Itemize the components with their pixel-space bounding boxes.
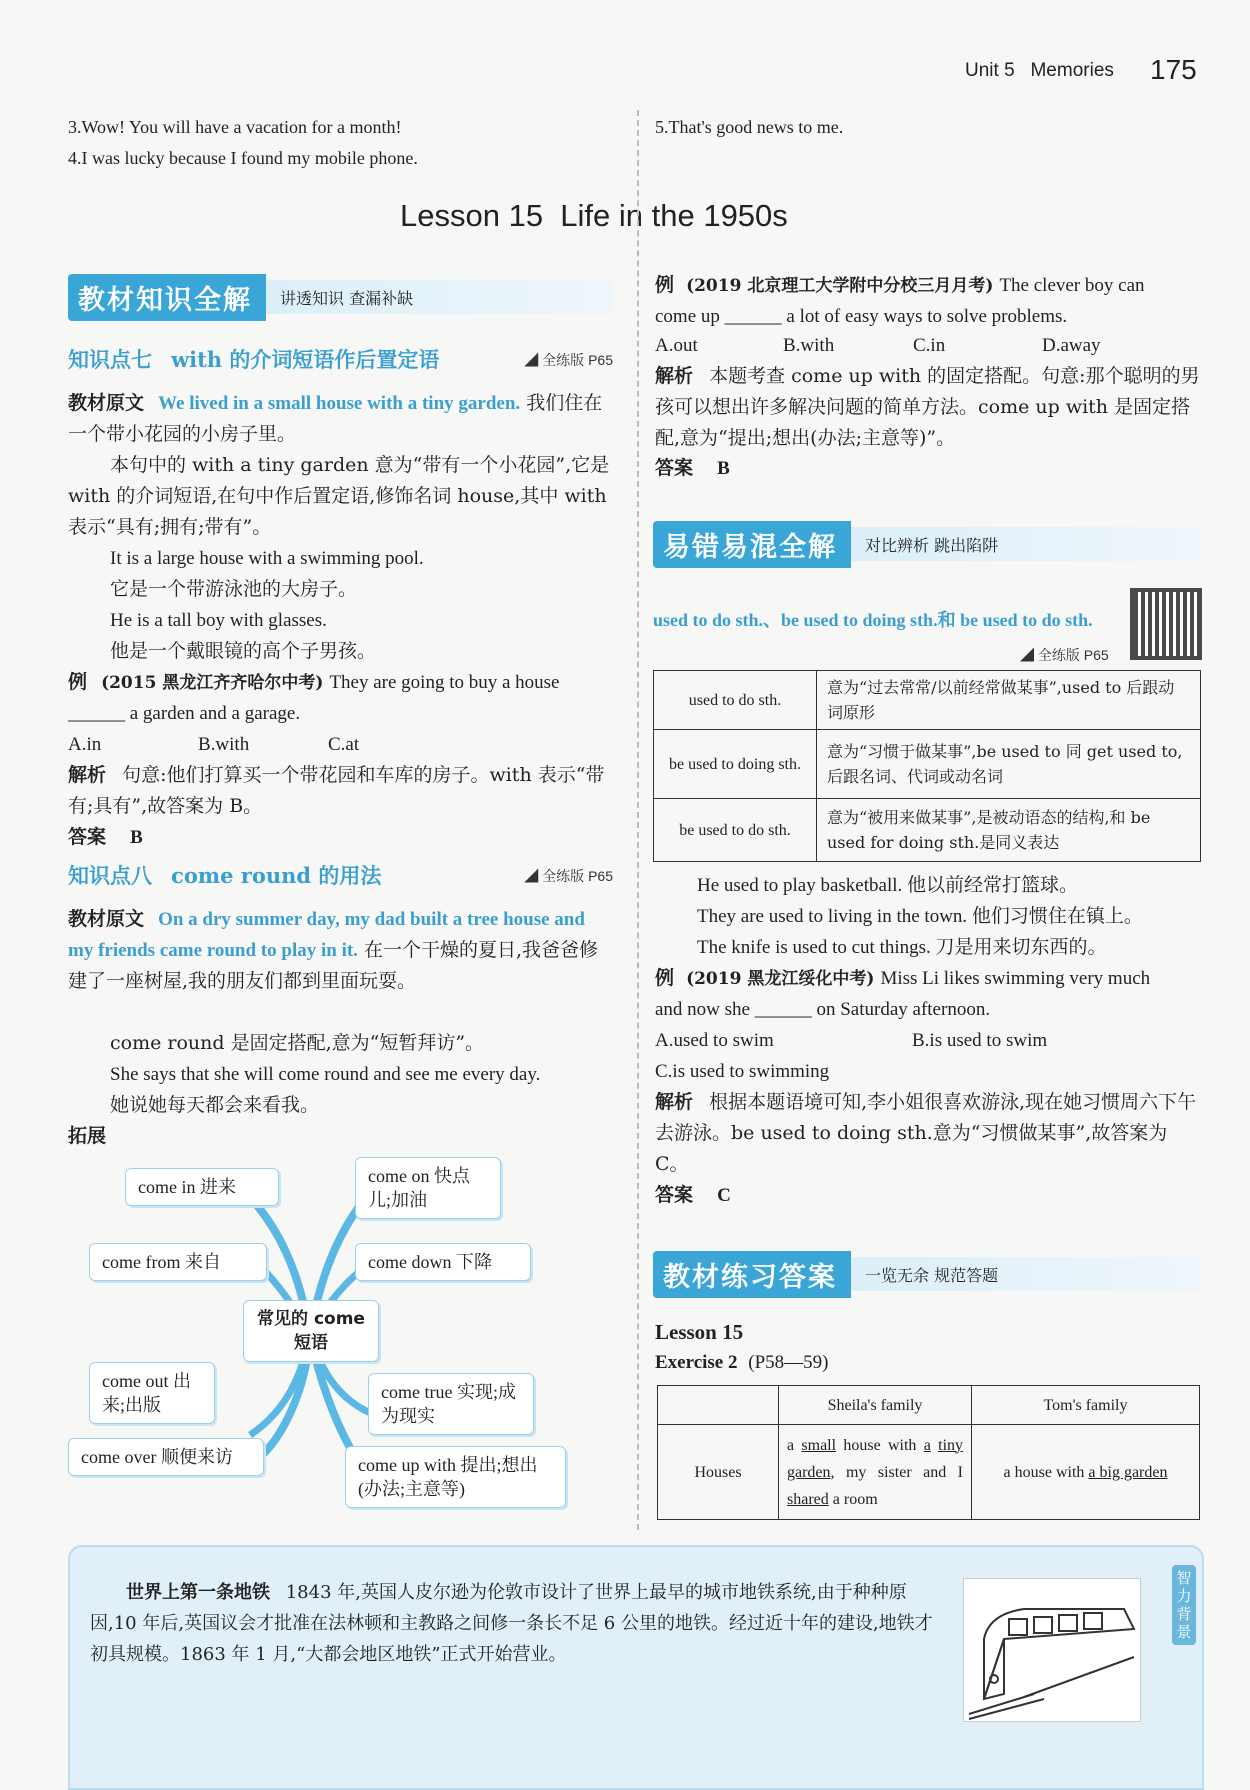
banner-confusion-sub: 对比辨析 跳出陷阱 (851, 527, 1201, 561)
kp7-analysis-text: 句意:他们打算买一个带花园和车库的房子。with 表示“带有;具有”,故答案为 B。 (68, 764, 605, 817)
kp7-opt-b: B.with (198, 734, 250, 755)
sheila-text: house with (843, 1436, 917, 1454)
mindmap-item-come-up-with: come up with 提出;想出(办法;主意等) (345, 1446, 566, 1508)
confuse-ex1: He used to play basketball. 他以前经常打篮球。 (697, 875, 1079, 896)
right2-answer-label: 答案 (655, 1184, 694, 1206)
sheila-text: , my sister (830, 1463, 912, 1481)
right2-analysis (655, 1087, 1203, 1180)
right2-opt-b: B.is used to swim (912, 1030, 1048, 1051)
qr-code (1130, 588, 1202, 660)
mindmap-center: 常见的 come短语 (243, 1300, 379, 1362)
kp7-example (68, 667, 613, 699)
tom-text: a house with (1003, 1463, 1085, 1481)
kp7-ex2-en: He is a tall boy with glasses. (110, 610, 327, 631)
right-example2-q2: and now she ______ on Saturday afternoon. (655, 999, 991, 1020)
kp7-example-q2: ______ a garden and a garage. (68, 703, 301, 724)
lesson-title: Lesson 15 Life in the 1950s (400, 198, 788, 233)
prev-sentence-3: 3.Wow! You will have a vacation for a month! (68, 117, 402, 137)
confuse-ex3: The knife is used to cut things. 刀是用来切东西的。 (697, 937, 1107, 958)
prev-sentence-4: 4.I was lucky because I found my mobile phone. (68, 148, 418, 168)
confuse-desc: 意为“被用来做某事”,是被动语态的结构,和 be used for doing sth.是同义表达 (817, 799, 1201, 862)
kp8-ex-cn: 她说她每天都会来看我。 (110, 1094, 320, 1116)
kp7-answer (68, 822, 143, 853)
kp7-answer-label: 答案 (68, 826, 107, 848)
right-example2-label: 例 (655, 967, 675, 989)
exercise-title: Exercise 2 (655, 1352, 738, 1373)
right-example-label: 例 (655, 274, 675, 296)
right-opt-c: C.in (913, 335, 946, 356)
kp7-ref-text: 全练版 P65 (542, 352, 613, 368)
kp7-example-src: (2015 黑龙江齐齐哈尔中考) (101, 673, 324, 693)
exercise-pages: (P58—59) (748, 1352, 829, 1373)
kp8-original (68, 904, 613, 997)
kp7-orig-en: We lived in a small house with a tiny garden. (158, 393, 521, 414)
kp8-explanation: come round 是固定搭配,意为“短暂拜访”。 (110, 1032, 485, 1054)
right-example2-src: (2019 黑龙江绥化中考) (686, 969, 875, 989)
sheila-text: a room (832, 1490, 878, 1508)
confuse-term: used to do sth. (654, 671, 817, 730)
right-example2-q1: Miss Li likes swimming very much (880, 968, 1151, 989)
kp8-orig-en: On a dry summer day, my dad built a tree house and my friends came round to play in it. (68, 909, 585, 961)
exercise-col1: Sheila's family (779, 1386, 972, 1425)
right-opt-d: D.away (1042, 335, 1101, 356)
right-analysis (655, 361, 1203, 454)
sheila-text: a (787, 1436, 795, 1454)
kp7-example-q1: They are going to buy a house (329, 672, 560, 693)
kp7-answer-value: B (130, 827, 143, 848)
kp7-ex1-en: It is a large house with a swimming pool. (110, 548, 424, 569)
subway-train-illustration (963, 1578, 1141, 1722)
right-opt-b: B.with (783, 335, 835, 356)
kp8-title: come round 的用法 (171, 863, 382, 888)
footer-text-block (90, 1577, 950, 1670)
unit-title: Memories (1030, 60, 1114, 81)
kp7-opt-c: C.at (328, 734, 360, 755)
right-opt-a: A.out (655, 335, 698, 356)
running-header (965, 60, 1114, 82)
banner-confusion (653, 522, 1201, 566)
right2-analysis-label: 解析 (655, 1091, 694, 1113)
banner-knowledge (68, 275, 613, 319)
exercise-empty-cell (658, 1386, 779, 1425)
table-row (654, 730, 1201, 799)
banner-knowledge-title: 教材知识全解 (68, 274, 266, 321)
kp7-example-label: 例 (68, 671, 88, 693)
kp7-analysis (68, 760, 613, 822)
right2-analysis-text: 根据本题语境可知,李小姐很喜欢游泳,现在她习惯周六下午去游泳。be used to doing sth.意为“习惯做某事”,故答案为 C。 (655, 1091, 1197, 1175)
mindmap-item-come-in: come in 进来 (125, 1168, 279, 1206)
exercise-title-line (655, 1352, 828, 1374)
confuse-ref-text: 全练版 P65 (1037, 647, 1109, 663)
kp7-ex1-cn: 它是一个带游泳池的大房子。 (110, 578, 358, 600)
right-example-q2: come up ______ a lot of easy ways to solve problems. (655, 306, 1068, 327)
kp8-label: 知识点八 (68, 863, 152, 888)
kp8-orig-label: 教材原文 (68, 908, 145, 930)
page-number: 175 (1150, 54, 1197, 85)
confuse-desc: 意为“习惯于做某事”,be used to 同 get used to,后跟名词、代词或动名词 (817, 730, 1201, 799)
kp8-heading (68, 860, 613, 890)
right-answer-label: 答案 (655, 457, 694, 479)
train-icon (964, 1579, 1140, 1721)
banner-exercise-title: 教材练习答案 (653, 1251, 851, 1298)
sheila-blank: small (801, 1436, 837, 1454)
banner-confusion-title: 易错易混全解 (653, 521, 851, 568)
kp7-ex2-cn: 他是一个戴眼镜的高个子男孩。 (110, 640, 377, 662)
footer-side-label: 智力背景 (1176, 1569, 1192, 1641)
exercise-row-label: Houses (658, 1425, 779, 1520)
table-row (654, 671, 1201, 730)
right2-opt-c: C.is used to swimming (655, 1061, 830, 1082)
right-example (655, 270, 1203, 302)
right-example-q1: The clever boy can (999, 275, 1145, 296)
mindmap-item-come-down: come down 下降 (355, 1243, 531, 1281)
confuse-desc: 意为“过去常常/以前经常做某事”,used to 后跟动词原形 (817, 671, 1201, 730)
kp7-explanation: 本句中的 with a tiny garden 意为“带有一个小花园”,它是 with 的介词短语,在句中作后置定语,修饰名词 house,其中 with 表示“具有;拥有;带有”。 (68, 454, 610, 538)
kp7-orig-cn: 我们住在一个带小花园的小房子里。 (68, 392, 603, 445)
kp8-ref: ◢ 全练版 P65 (524, 868, 613, 884)
mindmap-item-come-over: come over 顺便来访 (68, 1438, 264, 1476)
prev-sentence-5: 5.That's good news to me. (655, 117, 844, 137)
exercise-lesson: Lesson 15 (655, 1320, 744, 1344)
right-example-src: (2019 北京理工大学附中分校三月月考) (686, 276, 994, 296)
table-row (658, 1386, 1200, 1425)
exercise-sheila-cell (779, 1425, 972, 1520)
kp8-ref-text: 全练版 P65 (542, 868, 613, 884)
right2-opt-a: A.used to swim (655, 1030, 774, 1051)
footer-text: 1843 年,英国人皮尔逊为伦敦市设计了世界上最早的城市地铁系统,由于种种原因,10 年后,英国议会才批准在法林顿和主教路之间修一条长不足 6 公里的地铁。经过近十年的建设,地铁才初具规模。1863 年 1 月,“大都会地区地铁”正式开始营业。 (90, 1582, 933, 1665)
confuse-term: be used to doing sth. (654, 730, 817, 799)
column-divider (637, 110, 639, 1530)
confuse-title: used to do sth.、be used to doing sth.和 be used to do sth. (653, 610, 1093, 630)
kp7-label: 知识点七 (68, 347, 152, 372)
right-answer (655, 453, 730, 484)
right-answer-value: B (717, 458, 730, 479)
kp7-title: with 的介词短语作后置定语 (171, 347, 440, 372)
table-row (654, 799, 1201, 862)
kp8-orig-cn: 在一个干燥的夏日,我爸爸修建了一座树屋,我的朋友们都到里面玩耍。 (68, 939, 599, 992)
exercise-table (657, 1385, 1200, 1520)
banner-knowledge-sub: 讲透知识 查漏补缺 (266, 280, 613, 314)
unit-label: Unit 5 (965, 60, 1015, 81)
kp7-analysis-label: 解析 (68, 764, 107, 786)
exercise-col2: Tom's family (972, 1386, 1200, 1425)
kp7-opt-a: A.in (68, 734, 102, 755)
banner-exercise (653, 1252, 1201, 1296)
right2-answer-value: C (717, 1185, 731, 1206)
mindmap-item-come-out: come out 出来;出版 (89, 1362, 215, 1424)
right-example2 (655, 963, 1203, 995)
footer-title: 世界上第一条地铁 (126, 1582, 270, 1603)
banner-exercise-sub: 一览无余 规范答题 (851, 1257, 1201, 1291)
kp7-original (68, 388, 613, 450)
right-analysis-text: 本题考查 come up with 的固定搭配。句意:那个聪明的男孩可以想出许多解决问题的简单方法。come up with 是固定搭配,意为“提出;想出(办法;主意等)”。 (655, 365, 1200, 449)
sheila-text: and I (923, 1463, 963, 1481)
sheila-blank: tiny garden (787, 1436, 964, 1481)
mindmap-item-come-on: come on 快点儿;加油 (355, 1157, 501, 1219)
table-row (658, 1425, 1200, 1520)
kp7-heading (68, 344, 613, 374)
kp8-ex-en: She says that she will come round and see me every day. (110, 1064, 541, 1085)
right2-answer (655, 1180, 731, 1211)
confuse-ref: ◢ 全练版 P65 (1020, 647, 1109, 663)
exercise-tom-cell (972, 1425, 1200, 1520)
footer-side-tab (1172, 1565, 1196, 1645)
kp8-extension-label: 拓展 (68, 1125, 107, 1147)
kp7-orig-label: 教材原文 (68, 392, 145, 414)
confuse-table (653, 670, 1201, 862)
sheila-blank: a (923, 1436, 931, 1454)
confuse-ex2: They are used to living in the town. 他们习惯住在镇上。 (697, 906, 1143, 927)
right-analysis-label: 解析 (655, 365, 694, 387)
tom-blank: a big garden (1088, 1463, 1168, 1481)
kp7-ref: ◢ 全练版 P65 (524, 352, 613, 368)
mindmap-item-come-true: come true 实现;成为现实 (368, 1373, 534, 1435)
mindmap-item-come-from: come from 来自 (89, 1243, 267, 1281)
confuse-term: be used to do sth. (654, 799, 817, 862)
sheila-blank: shared (787, 1490, 829, 1508)
